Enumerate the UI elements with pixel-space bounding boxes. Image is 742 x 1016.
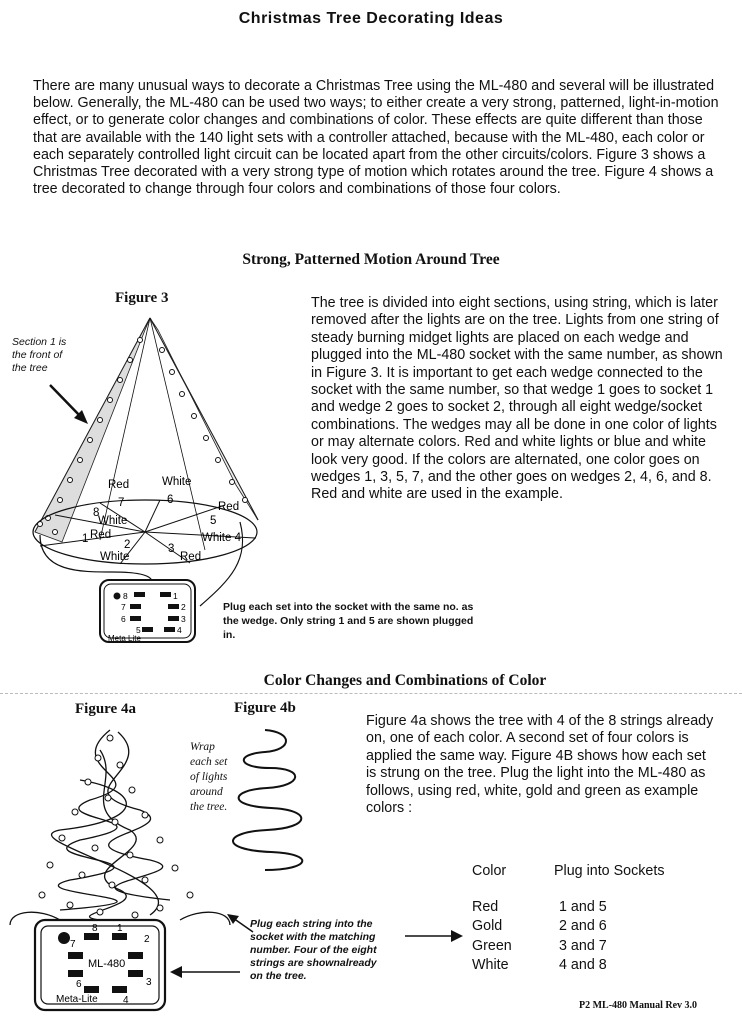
svg-text:7: 7 [121,602,126,612]
svg-text:6: 6 [121,614,126,624]
svg-text:1: 1 [117,923,123,934]
page-footer: P2 ML-480 Manual Rev 3.0 [579,1000,698,1011]
figure-3-label: Figure 3 [115,290,169,306]
wedge-label-white-4: White 4 [202,532,241,544]
socket-table [472,862,674,976]
meta-lite-label: Meta Lite [108,634,141,643]
intro-paragraph: There are many unusual ways to decorate a Christmas Tree using the ML-480 and several will be illustrated below. Generally, the ML-480 can be used two ways; to either create a very strong, patterned, light-in-motion effect, or to generate color changes and combinations of color. These effects are quite different than those that are available with the 140 light sets with a controller attached, because with the ML-480, each color or each separately controlled light circuit can be located apart from the other circuits/colors. Figure 3 shows a Christmas Tree decorated with a very strong type of motion which rotates around the tree. Figure 4 shows a tree decorated to change through four colors and combinations of those four colors. [33,78,719,198]
wedge-number-5: 5 [210,515,217,527]
wedge-number-8: 8 [93,507,100,519]
wedge-label-red-1: Red [90,529,112,541]
svg-text:3: 3 [181,614,186,624]
svg-text:2: 2 [144,934,150,945]
wedge-number-7: 7 [118,497,125,509]
figure-4a-label: Figure 4a [75,701,136,717]
table-header-sockets: Plug into Sockets [554,863,665,879]
svg-text:8: 8 [92,923,98,934]
arrow-to-table [405,928,465,944]
svg-text:1: 1 [173,591,178,601]
wrap-note: Wrap each set of lights around the tree. [190,741,228,813]
wedge-label-white-2: White [100,551,130,563]
svg-text:7: 7 [70,939,76,950]
meta-lite-label-2: Meta-Lite [56,994,98,1005]
wedge-label-red-3: Red [180,551,202,563]
svg-text:5: 5 [136,625,141,635]
figure-3-description: The tree is divided into eight sections, using string, which is later removed after the lights are on the tree. Lights from one string of steady burning midget lights are placed on each wedge and plugged into the ML-480 socket with the same number, as shown in Figure 3. It is important to get each wedge connected to the socket with the same number, so that wedge 1 goes to socket 1 and wedge 2 goes to socket 2, through all eight wedge/socket combinations. The wedges may all be done in one color of lights or may alternate colors. Red and white lights or blue and white look very good. If the colors are alternated, one color goes on wedges 1, 3, 5, 7, and the other goes on wedges 2, 4, 6, and 8. Red and white are used in the example. [311,295,723,503]
table-row: White 4 and 8 [472,957,607,973]
section-heading-color: Color Changes and Combinations of Color [263,672,547,689]
figure-4-description: Figure 4a shows the tree with 4 of the 8 strings already on, one of each color. A second set of four colors is applied the same way. Figure 4B shows how each set is strung on the tree. Plug the light into the ML-480 as follows, using red, white, gold and green as example colors : [366,713,714,817]
table-row: Red 1 and 5 [472,898,607,915]
wedge-number-2: 2 [124,539,131,551]
wedge-number-3: 3 [168,543,175,555]
table-row: Green 3 and 7 [472,937,607,954]
svg-text:6: 6 [76,979,82,990]
wedge-label-red-7: Red [108,479,130,491]
side-note-section1: Section 1 is the front of the tree [12,336,67,374]
section-divider [0,693,742,694]
wedge-label-white-6: White [162,476,192,488]
wedge-number-1: 1 [82,533,89,545]
svg-text:8: 8 [123,591,128,601]
page-title: Christmas Tree Decorating Ideas [238,10,504,27]
figure-4-plug-note: Plug each string into the socket with the matching number. Four of the eight strings are shownalready on the tree. [250,918,377,982]
figure-4b-label: Figure 4b [234,700,296,716]
svg-text:2: 2 [181,602,186,612]
section-heading-motion: Strong, Patterned Motion Around Tree [242,251,500,268]
wedge-label-red-5: Red [218,501,240,513]
table-row: Gold 2 and 6 [472,918,607,934]
svg-text:4: 4 [123,995,129,1006]
figure-4b-spiral-diagram [205,720,315,880]
svg-text:4: 4 [177,625,182,635]
wedge-number-6: 6 [167,494,174,506]
wedge-label-white-8: White [98,515,128,527]
ml480-label: ML-480 [88,958,126,970]
figure-3-plug-note: Plug each set into the socket with the same no. as the wedge. Only string 1 and 5 are shown plugged in. [223,601,474,641]
table-header-color: Color [472,863,507,879]
svg-text:3: 3 [146,977,152,988]
